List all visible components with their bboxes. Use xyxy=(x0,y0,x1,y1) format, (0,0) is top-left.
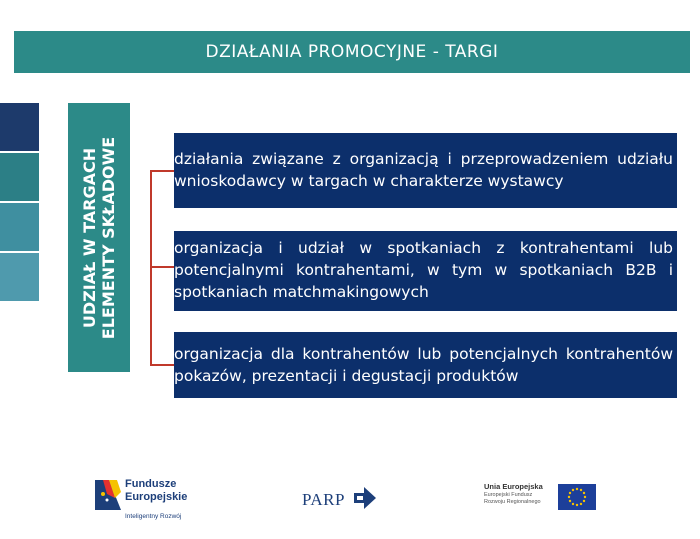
fe-logo-line-1: Fundusze xyxy=(125,478,177,490)
side-block-2 xyxy=(0,153,39,201)
slide-title: DZIAŁANIA PROMOCYJNE - TARGI xyxy=(205,42,499,62)
ue-logo-subtitle xyxy=(484,492,541,506)
parp-arrow-icon xyxy=(354,487,376,509)
fe-logo-text xyxy=(125,478,187,504)
footer-logos xyxy=(0,470,700,530)
ue-logo-sub-2: Rozwoju Regionalnego xyxy=(484,499,541,505)
section-label-line-2: ELEMENTY SKŁADOWE xyxy=(99,136,118,339)
connector-branch-1 xyxy=(150,170,174,172)
section-label-box xyxy=(68,103,130,372)
fe-flag-icon xyxy=(95,480,121,510)
fe-logo-line-2: Europejskie xyxy=(125,491,188,503)
ue-logo-sub-1: Europejski Fundusz xyxy=(484,492,533,498)
item-text-1: działania związane z organizacją i przeprowadzeniem udziału wnioskodawcy w targach w charakterze wystawcy xyxy=(174,150,673,190)
title-bar xyxy=(14,31,690,73)
side-block-1 xyxy=(0,103,39,151)
ue-logo xyxy=(484,482,599,518)
item-box-2 xyxy=(174,231,677,311)
side-block-4 xyxy=(0,253,39,301)
item-text-3: organizacja dla kontrahentów lub potencjalnych kontrahentów pokazów, prezentacji i degustacji produktów xyxy=(174,345,673,385)
connector-branch-2 xyxy=(150,266,174,268)
fe-logo-subtitle: Inteligentny Rozwój xyxy=(125,513,182,520)
section-label-line-1: UDZIAŁ W TARGACH xyxy=(80,147,99,328)
fundusze-europejskie-logo xyxy=(95,478,205,524)
item-text-2: organizacja i udział w spotkaniach z kontrahentami lub potencjalnymi kontrahentami, w tym w spotkaniach B2B i spotkaniach matchmakingowych xyxy=(174,239,673,301)
connector-branch-3 xyxy=(150,364,174,366)
item-box-1 xyxy=(174,133,677,208)
eu-flag-icon xyxy=(558,484,596,510)
parp-logo-text: PARP xyxy=(302,490,345,509)
item-box-3 xyxy=(174,332,677,398)
connector-vertical-line xyxy=(150,170,152,366)
side-block-3 xyxy=(0,203,39,251)
parp-logo xyxy=(302,484,382,514)
section-label xyxy=(80,136,118,338)
ue-logo-title: Unia Europejska xyxy=(484,482,543,491)
